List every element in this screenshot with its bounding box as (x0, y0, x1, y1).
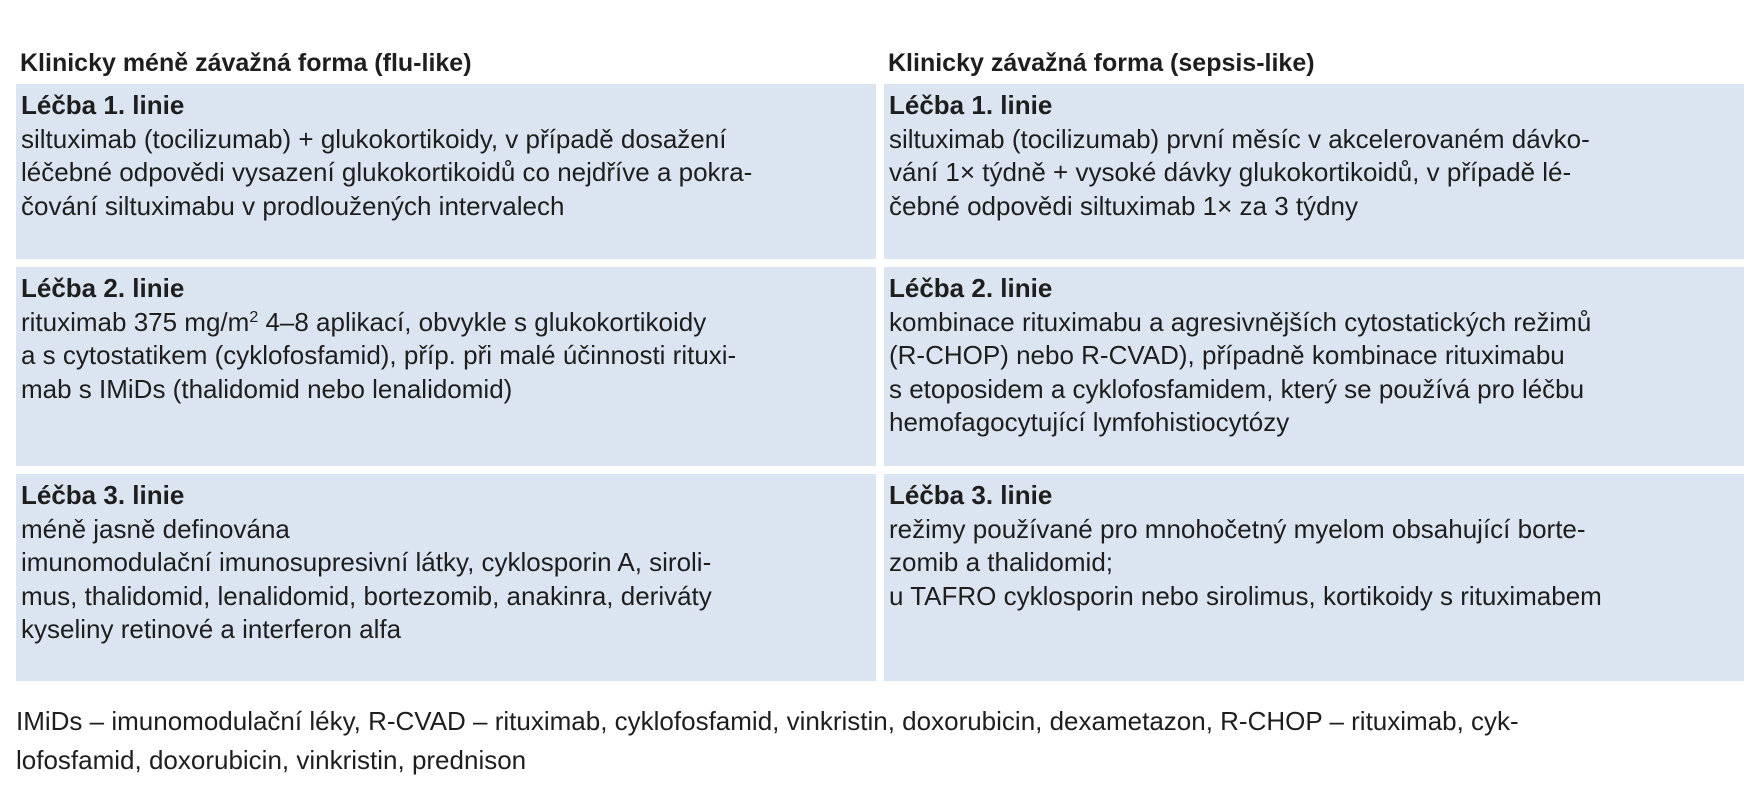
cell-text-line: čování siltuximabu v prodloužených intervalech (21, 190, 565, 221)
dose-text: rituximab 375 mg/m (21, 306, 250, 337)
table-header-row (16, 41, 1744, 84)
cell-text-line: méně jasně definována (21, 513, 290, 544)
cell-text-line: čebné odpovědi siltuximab 1× za 3 týdny (889, 190, 1359, 221)
cell-text-line: hemofagocytující lymfohistiocytózy (889, 407, 1290, 437)
cell-title: Léčba 1. linie (21, 90, 185, 120)
dose-text-rest: 4–8 aplikací, obvykle s glukokortikoidy (258, 306, 707, 337)
cell-text-line: léčebné odpovědi vysazení glukokortikoidů co nejdříve a pokra- (21, 157, 753, 187)
cell-text-line: mab s IMiDs (thalidomid nebo lenalidomid) (21, 373, 513, 404)
cell-text-line: vání 1× týdně + vysoké dávky glukokortikoidů, v případě lé- (889, 157, 1572, 187)
table-row (16, 474, 1744, 681)
cell-text-line: u TAFRO cyklosporin nebo sirolimus, kortikoidy s rituximabem (889, 580, 1602, 611)
cell-severe-line-1 (884, 84, 1744, 259)
cell-severe-line-3 (884, 474, 1744, 681)
cell-text-line: a s cytostatikem (cyklofosfamid), příp. při malé účinnosti rituxi- (21, 340, 737, 370)
cell-text-line: (R-CHOP) nebo R-CVAD), případně kombinace rituximabu (889, 340, 1565, 370)
table-row (16, 267, 1744, 466)
table-footnote (16, 702, 1746, 780)
cell-text-line: zomib a thalidomid; (889, 547, 1113, 577)
footnote-line: lofosfamid, doxorubicin, vinkristin, prednison (16, 745, 527, 775)
cell-title: Léčba 1. linie (889, 90, 1053, 120)
cell-title: Léčba 2. linie (21, 273, 185, 303)
cell-text-line (21, 306, 870, 340)
header-mild-form: Klinicky méně závažná forma (flu-like) (20, 48, 472, 77)
cell-title: Léčba 2. linie (889, 273, 1053, 303)
cell-mild-line-1 (16, 84, 876, 259)
superscript-exponent: 2 (249, 308, 259, 326)
header-severe-form: Klinicky závažná forma (sepsis-like) (888, 48, 1315, 77)
cell-title: Léčba 3. linie (21, 480, 185, 510)
cell-text-line: s etoposidem a cyklofosfamidem, který se používá pro léčbu (889, 373, 1585, 404)
cell-text-line: kombinace rituximabu a agresivnějších cytostatických režimů (889, 306, 1592, 337)
cell-text-line: režimy používané pro mnohočetný myelom obsahující borte- (889, 513, 1586, 544)
cell-severe-line-2 (884, 267, 1744, 466)
treatment-table (16, 41, 1744, 689)
cell-mild-line-3 (16, 474, 876, 681)
cell-text-line: kyseliny retinové a interferon alfa (21, 614, 402, 644)
cell-text-line: imunomodulační imunosupresivní látky, cyklosporin A, siroli- (21, 547, 712, 577)
cell-title: Léčba 3. linie (889, 480, 1053, 510)
table-row (16, 84, 1744, 259)
cell-text-line: siltuximab (tocilizumab) první měsíc v akcelerovaném dávko- (889, 123, 1590, 154)
footnote-line: IMiDs – imunomodulační léky, R-CVAD – rituximab, cyklofosfamid, vinkristin, doxorubicin, dexametazon, R-CHOP – rituximab, cyk- (16, 706, 1519, 736)
cell-mild-line-2 (16, 267, 876, 466)
cell-text-line: mus, thalidomid, lenalidomid, bortezomib, anakinra, deriváty (21, 580, 712, 611)
cell-text-line: siltuximab (tocilizumab) + glukokortikoidy, v případě dosažení (21, 123, 727, 154)
